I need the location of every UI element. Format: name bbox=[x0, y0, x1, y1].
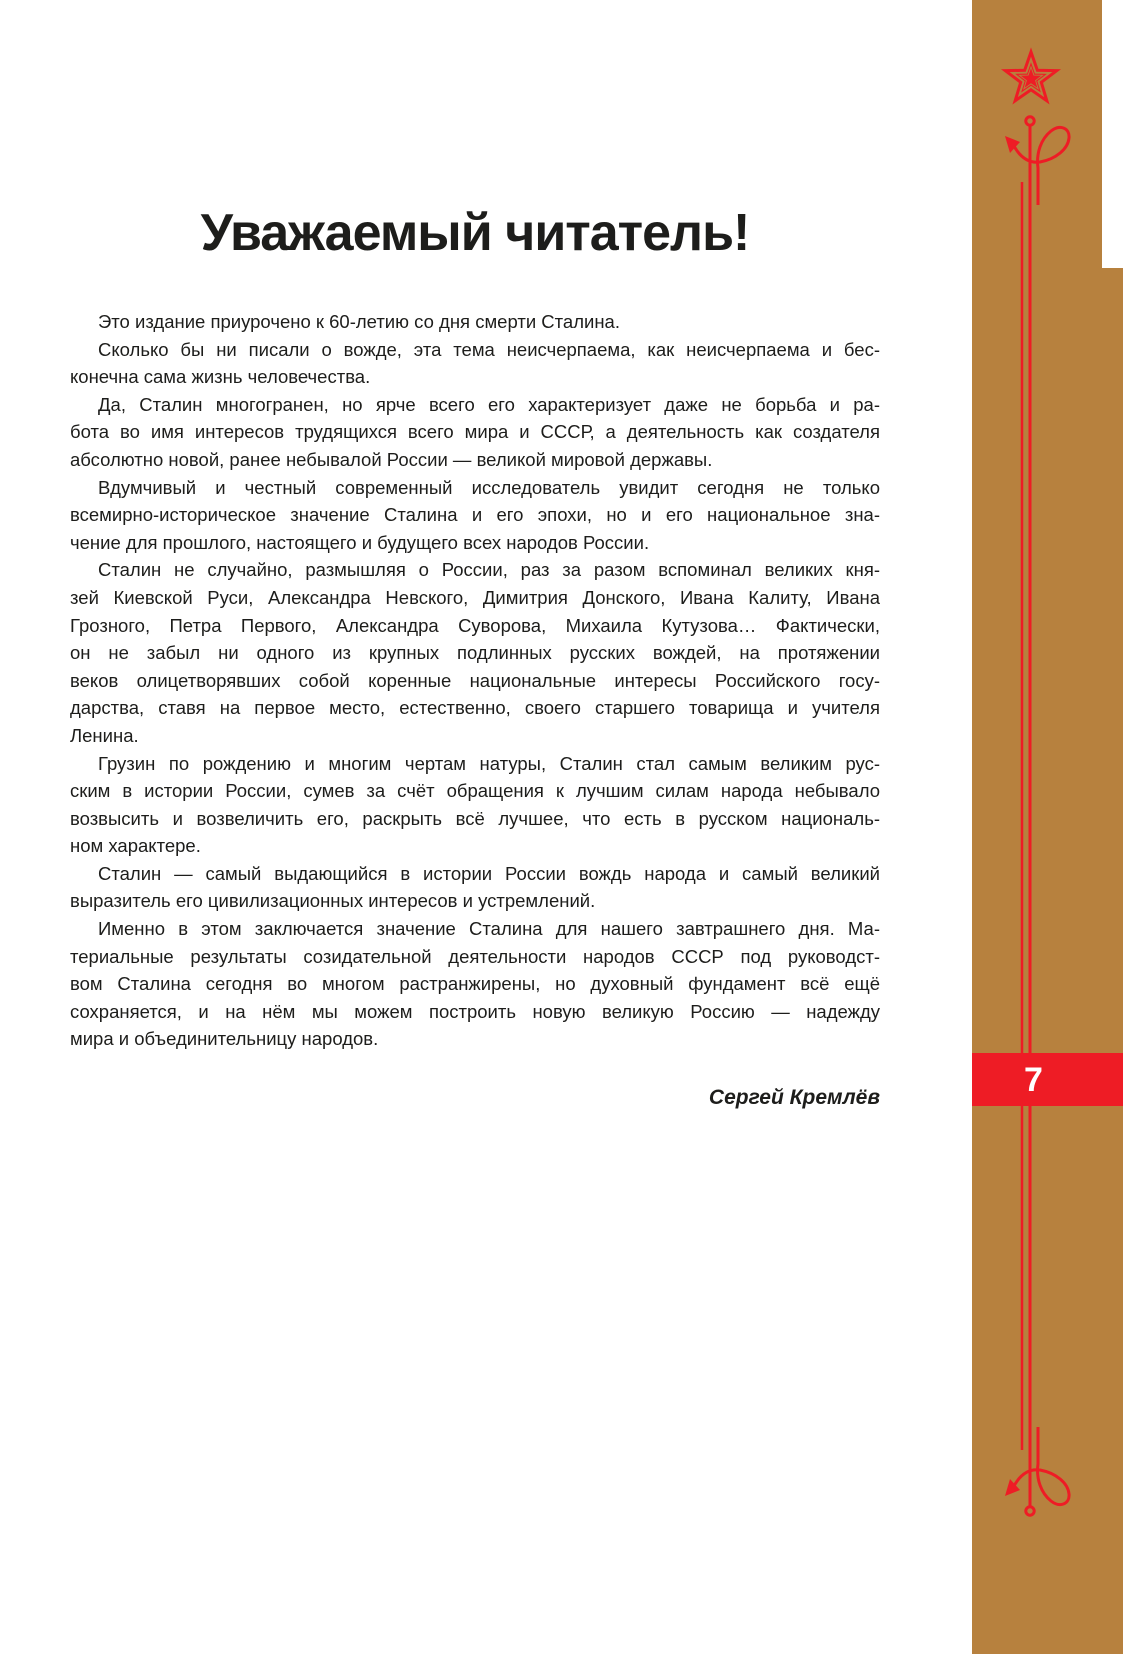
body-line: Это издание приурочено к 60-летию со дня смерти Сталина. bbox=[98, 311, 620, 332]
body-line: бота во имя интересов трудящихся всего мира и СССР, а деятельность как создателя bbox=[70, 421, 880, 443]
band-ornaments bbox=[972, 0, 1123, 1654]
page-number-box bbox=[972, 1053, 1123, 1106]
paragraph bbox=[70, 556, 880, 749]
body-line: возвысить и возвеличить его, раскрыть всё лучшее, что есть в русском националь- bbox=[70, 807, 880, 829]
body-line: выразитель его цивилизационных интересов и устремлений. bbox=[70, 890, 596, 912]
body-line: Грузин по рождению и многим чертам натуры, Сталин стал самым великим рус- bbox=[98, 752, 880, 774]
page-number: 7 bbox=[1024, 1060, 1043, 1099]
ornament-vertical-lines bbox=[1022, 126, 1030, 1507]
body-line: конечна сама жизнь человечества. bbox=[70, 366, 371, 388]
body-line: мира и объединительницу народов. bbox=[70, 1028, 379, 1050]
body-line: дарства, ставя на первое место, естественно, своего старшего товарища и учителя bbox=[70, 697, 880, 719]
red-star-icon bbox=[1005, 52, 1056, 101]
page-corner-sliver bbox=[1102, 0, 1123, 268]
body-line: Сколько бы ни писали о вожде, эта тема неисчерпаема, как неисчерпаема и бес- bbox=[98, 338, 880, 360]
paragraph bbox=[70, 915, 880, 1053]
body-line: всемирно-историческое значение Сталина и его эпохи, но и его национальное зна- bbox=[70, 504, 880, 526]
body-line: веков олицетворявших собой коренные национальные интересы Российского госу- bbox=[70, 669, 880, 691]
page-title: Уважаемый читатель! bbox=[200, 204, 750, 262]
body-line: зей Киевской Руси, Александра Невского, Димитрия Донского, Ивана Калиту, Ивана bbox=[70, 586, 880, 608]
body-line: Сталин не случайно, размышляя о России, раз за разом вспоминал великих кня- bbox=[98, 559, 880, 581]
ribbon-ornament-bottom-icon bbox=[1005, 1427, 1069, 1515]
body-paragraphs bbox=[70, 308, 880, 1053]
body-line: чение для прошлого, настоящего и будущего всех народов России. bbox=[70, 531, 650, 553]
paragraph bbox=[70, 391, 880, 474]
side-band bbox=[972, 0, 1123, 1654]
body-line: вом Сталина сегодня во многом растранжирены, но духовный фундамент всё ещё bbox=[70, 973, 880, 995]
paragraph bbox=[70, 750, 880, 860]
body-line: ским в истории России, сумев за счёт обращения к лучшим силам народа небывало bbox=[70, 780, 880, 802]
body-line: Именно в этом заключается значение Сталина для нашего завтрашнего дня. Ма- bbox=[98, 918, 880, 940]
body-line: он не забыл ни одного из крупных подлинных русских вождей, на протяжении bbox=[70, 642, 880, 664]
body-line: Сталин — самый выдающийся в истории России вождь народа и самый великий bbox=[98, 862, 880, 884]
paragraph bbox=[70, 860, 880, 915]
body-line: абсолютно новой, ранее небывалой России — великой мировой державы. bbox=[70, 448, 713, 470]
body-line: териальные результаты созидательной деятельности народов СССР под руководст- bbox=[70, 945, 880, 967]
body-line: ном характере. bbox=[70, 835, 201, 857]
paragraph bbox=[70, 308, 880, 336]
ribbon-ornament-top-icon bbox=[1005, 117, 1069, 205]
body-line: сохраняется, и на нём мы можем построить новую великую Россию — надежду bbox=[70, 1000, 880, 1022]
body-line: Вдумчивый и честный современный исследователь увидит сегодня не только bbox=[98, 476, 880, 498]
paragraph bbox=[70, 474, 880, 557]
body-line: Грозного, Петра Первого, Александра Суворова, Михаила Кутузова… Фактически, bbox=[70, 614, 880, 636]
author-signature: Сергей Кремлёв bbox=[708, 1086, 880, 1109]
body-line: Да, Сталин многогранен, но ярче всего его характеризует даже не борьба и ра- bbox=[98, 393, 880, 415]
paragraph bbox=[70, 336, 880, 391]
body-line: Ленина. bbox=[70, 724, 139, 746]
